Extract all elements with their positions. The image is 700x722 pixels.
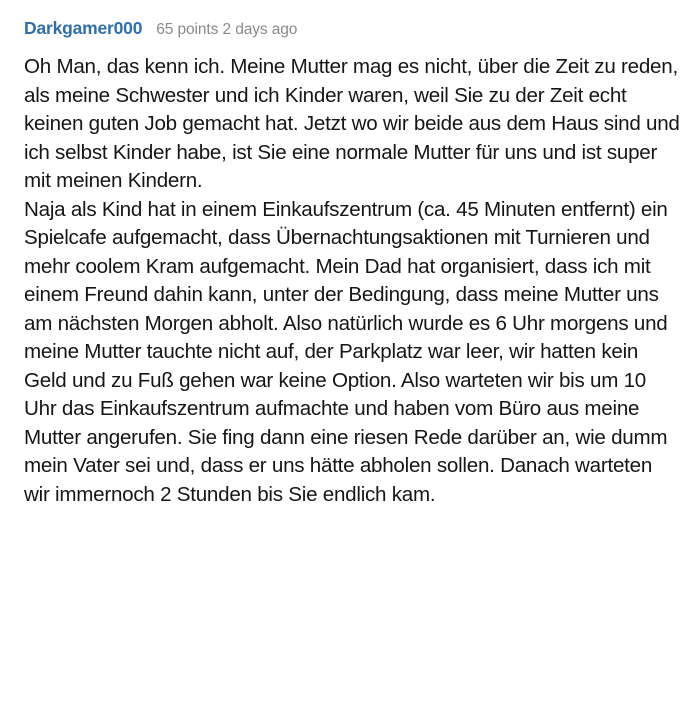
comment-paragraph-2: Naja als Kind hat in einem Einkaufszentrum (ca. 45 Minuten entfernt) ein Spielcafe aufgemacht, dass Übernachtungsaktionen mit Turnieren und mehr coolem Kram aufgemacht. Mein Dad hat organisiert, dass ich mit einem Freund dahin kann, unter der Bedingung, dass meine Mutter uns am nächsten Morgen abholt. Also natürlich wurde es 6 Uhr morgens und meine Mutter tauchte nicht auf, der Parkplatz war leer, wir hatten kein Geld und zu Fuß gehen war keine Option. Also warteten wir bis um 10 Uhr das Einkaufszentrum aufmachte und haben vom Büro aus meine Mutter angerufen. Sie fing dann eine riesen Rede darüber an, wie dumm mein Vater sei und, dass er uns hätte abholen sollen. Danach warteten wir immernoch 2 Stunden bis Sie endlich kam. xyxy=(24,197,668,506)
comment-body xyxy=(16,53,684,509)
comment-meta: 65 points 2 days ago xyxy=(156,21,298,38)
comment-paragraph-1: Oh Man, das kenn ich. Meine Mutter mag es nicht, über die Zeit zu reden, als meine Schwester und ich Kinder waren, weil Sie zu der Zeit echt keinen guten Job gemacht hat. Jetzt wo wir beide aus dem Haus sind und ich selbst Kinder habe, ist Sie eine normale Mutter für uns und ist super mit meinen Kindern. xyxy=(24,55,680,193)
comment-header xyxy=(16,18,684,39)
comment-author-link[interactable]: Darkgamer000 xyxy=(24,18,143,38)
